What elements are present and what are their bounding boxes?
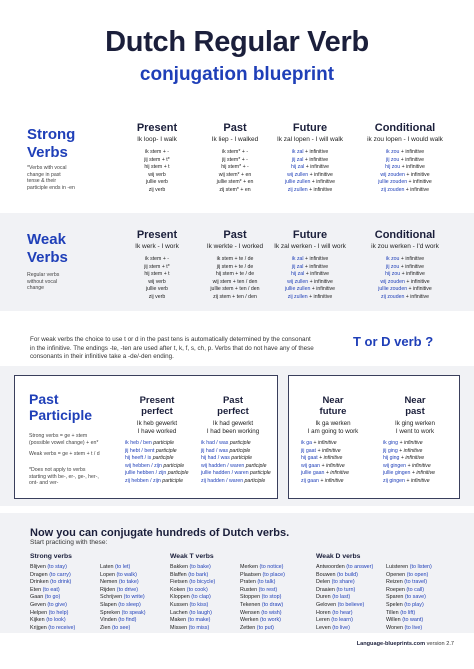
participle-line: jij ging + infinitive [383, 447, 423, 454]
verb-list-item: Kijken (to look) [30, 617, 66, 624]
t-or-d-label: T or D verb ? [353, 334, 434, 349]
conjugation-line: hij stem + te / de [215, 271, 255, 278]
tense-example: Ik loop- I walk [137, 136, 177, 143]
verb-list-item: Lopen (to walk) [100, 571, 137, 578]
participle-line: jij gaat + infinitive [301, 447, 341, 454]
verb-list-item: Blaffen (to bark) [170, 571, 209, 578]
verb-list-item: Plaatsen (to place) [240, 571, 285, 578]
participle-line: hij heeft / is participle [125, 455, 174, 462]
conjugation-line: jij zal + infinitive [291, 156, 329, 163]
conjugation-line: jij stem + t* [144, 263, 170, 270]
conjugation-line: wij zouden + infinitive [380, 278, 430, 285]
tense-column-past [194, 229, 276, 302]
verb-list-item: Wensen (to wish) [240, 609, 282, 616]
conjugation-line: wij verb [148, 171, 166, 178]
verb-list-item: Zien (to see) [100, 624, 131, 631]
conjugation-line: wij zullen + infinitive [287, 278, 333, 285]
conjugation-line: jij stem + te / de [216, 263, 254, 270]
conjugation-line: ik stem + te / de [216, 256, 254, 262]
tense-heading: Conditional [374, 229, 436, 241]
participle-column [115, 396, 199, 486]
participle-example: Ik ga werken I am going to work [307, 420, 359, 435]
participle-column [291, 396, 375, 486]
verb-list-item: Gaan (to go) [30, 594, 61, 601]
verb-list-item: Laten (to let) [100, 564, 131, 570]
participle-heading: Near future [319, 395, 347, 417]
footer [357, 641, 454, 647]
participle-section [0, 366, 474, 506]
verb-list-item: Horen (to hear) [316, 609, 353, 616]
conjugation-lines [269, 256, 351, 302]
verb-list-item: Wonen (to live) [386, 624, 423, 631]
participle-line: jij had / was participle [201, 447, 251, 454]
participle-line: jullie gingen + infinitive [383, 470, 436, 477]
conjugation-line: jij zou + infinitive [386, 263, 424, 270]
conjugation-line: hij zou + infinitive [385, 271, 425, 278]
page-title: Dutch Regular Verb [105, 26, 369, 58]
conjugation-line: jij stem + t* [144, 156, 170, 163]
participle-line: jij hebt / bent participle [125, 447, 177, 454]
conjugation-line: zij zullen + infinitive [287, 186, 333, 193]
verb-list-item: Openen (to open) [386, 571, 429, 578]
participle-line: jullie hebben / zijn participle [125, 470, 189, 477]
participle-line: hij had / was participle [201, 455, 253, 462]
participle-line: hij ging + infinitive [383, 455, 425, 462]
conjugation-line: zij verb [148, 293, 166, 300]
strong-verbs-note: *Verbs with vocal change in past tense & their participle ends in -en [27, 165, 75, 191]
conjugation-lines [194, 256, 276, 302]
verb-list-item: Helpen (to help) [30, 609, 69, 616]
participle-lines [373, 440, 457, 486]
verb-list-item: Schrijven (to write) [100, 594, 145, 601]
participle-column [373, 396, 457, 486]
tense-heading: Past [223, 229, 247, 241]
practice-title: Now you can conjugate hundreds of Dutch verbs. [30, 527, 290, 539]
participle-line: wij gingen + infinitive [383, 462, 431, 469]
conjugation-line: wij stem + ten / den [212, 278, 258, 285]
tense-column-present [116, 122, 198, 195]
tense-example: Ik werk - I work [135, 243, 179, 250]
page-subtitle: conjugation blueprint [139, 64, 335, 85]
verb-list-item: Kloppen (to clap) [170, 594, 211, 601]
participle-line: jullie gaan + infinitive [301, 470, 350, 477]
verb-list-item: Drinken (to drink) [30, 579, 72, 586]
participle-title: Past Participle [29, 391, 93, 423]
conjugation-line: hij zal + infinitive [291, 271, 329, 278]
verb-list-item: Geven (to give) [30, 601, 67, 608]
verb-list-item: Koken (to cook) [170, 586, 208, 593]
verb-list [100, 564, 146, 632]
tense-heading: Present [136, 229, 178, 241]
verb-list-item: Sparen (to save) [386, 594, 426, 601]
participle-example: Ik had gewerkt I had been working [206, 420, 260, 435]
verb-list-item: Tekenen (to draw) [240, 601, 284, 608]
conjugation-lines [269, 149, 351, 195]
tense-heading: Future [292, 122, 328, 134]
strong-verbs-title: Strong Verbs [27, 126, 76, 161]
participle-example: Ik ging werken I went to work [395, 420, 435, 435]
verb-list-item: Blijven (to stay) [30, 564, 67, 570]
tense-column-conditional [364, 229, 446, 302]
participle-line: wij hebben / zijn participle [125, 462, 185, 469]
participle-heading: Present perfect [139, 395, 175, 417]
conjugation-line: jullie zullen + infinitive [284, 286, 336, 293]
conjugation-line: jij zou + infinitive [386, 156, 424, 163]
participle-line: jullie hadden / waren participle [201, 470, 271, 477]
verb-list-item: Leren (to learn) [316, 617, 353, 624]
verb-list-item: Dragen (to carry) [30, 571, 71, 578]
conjugation-line: ik stem + - [144, 149, 170, 155]
conjugation-line: ik zal + infinitive [291, 256, 329, 262]
verb-list-item: Draaien (to turn) [316, 586, 356, 593]
verb-list-item: Missen (to miss) [170, 624, 210, 631]
tense-example: Ik zal lopen - I will walk [276, 136, 344, 143]
verb-list-item: Maken (to make) [170, 617, 211, 624]
tense-example: Ik werkte - I worked [206, 243, 264, 250]
tense-example: Ik zal werken - I will work [274, 243, 346, 250]
participle-heading: Near past [404, 395, 426, 417]
conjugation-line: zij stem + ten / den [213, 293, 257, 300]
footer-site[interactable]: Language-blueprints.com [356, 641, 426, 647]
verb-group-heading: Strong verbs [30, 553, 72, 560]
verb-list-item: Leven (to live) [316, 624, 350, 631]
participle-lines [291, 440, 375, 486]
verb-list-item: Duren (to last) [316, 594, 351, 601]
practice-section [0, 513, 474, 633]
conjugation-line: zij stem* + en [219, 186, 251, 193]
conjugation-lines [116, 256, 198, 302]
conjugation-lines [194, 149, 276, 195]
verb-list-item: Lachen (to laugh) [170, 609, 212, 616]
conjugation-line: jullie zullen + infinitive [284, 179, 336, 186]
verb-list-item: Antwoorden (to answer) [316, 564, 374, 570]
practice-subtitle: Start practicing with these: [30, 539, 108, 546]
weak-verbs-title: Weak Verbs [27, 231, 68, 266]
conjugation-line: jullie zouden + infinitive [378, 286, 432, 293]
conjugation-line: zij zullen + infinitive [287, 293, 333, 300]
participle-box [14, 375, 278, 499]
tense-column-past [194, 122, 276, 195]
conjugation-line: jullie verb [146, 286, 168, 293]
participle-line: wij gaan + infinitive [301, 462, 345, 469]
conjugation-lines [364, 256, 446, 302]
verb-list [240, 564, 285, 632]
tense-column-present [116, 229, 198, 302]
conjugation-line: ik zal + infinitive [291, 149, 329, 155]
verb-list-item: Tillen (to lift) [386, 609, 416, 616]
conjugation-line: ik stem* + - [221, 149, 249, 155]
tense-heading: Past [223, 122, 247, 134]
verb-list [170, 564, 215, 632]
verb-group-heading: Weak D verbs [316, 553, 361, 560]
weak-verbs-section [0, 213, 474, 311]
participle-line: hij gaat + infinitive [301, 455, 343, 462]
conjugation-line: jullie stem* + en [216, 179, 254, 186]
conjugation-line: jullie stem + ten / den [210, 286, 260, 293]
tense-column-conditional [364, 122, 446, 195]
verb-list-item: Eten (to eat) [30, 586, 60, 593]
verb-list [30, 564, 75, 632]
conjugation-line: hij stem + t [144, 164, 170, 171]
tense-example: ik zou lopen - I would walk [367, 136, 443, 143]
participle-column [191, 396, 275, 486]
near-tenses-box [288, 375, 460, 499]
conjugation-line: hij zal + infinitive [291, 164, 329, 171]
conjugation-line: hij zou + infinitive [385, 164, 425, 171]
conjugation-line: ik stem + - [144, 256, 170, 262]
tense-heading: Conditional [374, 122, 436, 134]
verb-list-item: Delen (to share) [316, 579, 355, 586]
conjugation-line: wij verb [148, 278, 166, 285]
verb-list-item: Werken (to work) [240, 617, 281, 624]
participle-footnote: *Does not apply to verbs starting with be-, er-, ge-, her-, ont- and ver- [29, 467, 99, 487]
participle-line: zij gingen + infinitive [383, 477, 430, 484]
verb-list-item: Kussen (to kiss) [170, 601, 209, 608]
verb-list [386, 564, 432, 632]
conjugation-line: hij stem* + - [221, 164, 249, 171]
participle-lines [191, 440, 275, 486]
conjugation-line: zij zouden + infinitive [380, 186, 429, 193]
conjugation-line: jullie verb [146, 179, 168, 186]
participle-line: ik ging + infinitive [383, 440, 423, 446]
tense-example: ik zou werken - I'd work [371, 243, 439, 250]
verb-list-item: Nemen (to take) [100, 579, 139, 586]
verb-group-heading: Weak T verbs [170, 553, 214, 560]
participle-line: ik ga + infinitive [301, 440, 337, 446]
tense-heading: Present [136, 122, 178, 134]
conjugation-line: zij zouden + infinitive [380, 293, 429, 300]
footer-version: version 2.7 [426, 641, 454, 647]
weak-verbs-note: Regular verbs without vocal change [27, 272, 60, 292]
participle-example: Ik heb gewerkt I have worked [136, 420, 178, 435]
tense-column-future [269, 229, 351, 302]
verb-list-item: Fietsen (to bicycle) [170, 579, 216, 586]
participle-line: zij hadden / waren participle [201, 477, 266, 484]
verb-list-item: Stoppen (to stop) [240, 594, 282, 601]
participle-formula-weak: Weak verbs = ge + stem + t / d [29, 451, 100, 457]
verb-list-item: Bakken (to bake) [170, 564, 211, 570]
conjugation-line: wij stem* + en [218, 171, 252, 178]
participle-heading: Past perfect [217, 395, 249, 417]
tense-heading: Future [292, 229, 328, 241]
verb-list-item: Merken (to notice) [240, 564, 284, 570]
verb-list-item: Bouwen (to build) [316, 571, 358, 578]
verb-list-item: Vinden (to find) [100, 617, 137, 624]
participle-formula-strong: Strong verbs = ge + stem (possible vowel change) + en* [29, 433, 99, 446]
participle-lines [115, 440, 199, 486]
verb-list-item: Slapen (to sleep) [100, 601, 141, 608]
conjugation-line: jullie zouden + infinitive [378, 179, 432, 186]
conjugation-lines [116, 149, 198, 195]
conjugation-line: hij stem + t [144, 271, 170, 278]
participle-line: wij hadden / waren participle [201, 462, 267, 469]
conjugation-line: jij stem* + - [222, 156, 248, 163]
conjugation-line: zij verb [148, 186, 166, 193]
verb-list-item: Willen (to want) [386, 617, 424, 624]
tense-column-future [269, 122, 351, 195]
tense-example: Ik liep - I walked [211, 136, 259, 143]
verb-list-item: Roepen (to call) [386, 586, 425, 593]
verb-list-item: Geloven (to believe) [316, 601, 365, 608]
conjugation-line: ik zou + infinitive [385, 149, 425, 155]
participle-line: zij gaan + infinitive [301, 477, 344, 484]
verb-list-item: Luisteren (to listen) [386, 564, 432, 570]
verb-list-item: Spreken (to speak) [100, 609, 146, 616]
verb-list-item: Rijden (to drive) [100, 586, 139, 593]
conjugation-line: jij zal + infinitive [291, 263, 329, 270]
participle-line: zij hebben / zijn participle [125, 477, 183, 484]
verb-list-item: Praten (to talk) [240, 579, 276, 586]
participle-line: ik heb / ben participle [125, 440, 175, 446]
verb-list [316, 564, 373, 632]
participle-line: ik had / was participle [201, 440, 251, 446]
t-or-d-paragraph: For weak verbs the choice to use t or d in the past tens is automatically determined by the consonant in the infinitive. The endings -te, -ten are used after t, k, f, s, ch, p. Verbs that do not have any of these consonants in their infinitive take a -de/-den ending. [30, 336, 314, 361]
conjugation-lines [364, 149, 446, 195]
verb-list-item: Reizen (to travel) [386, 579, 428, 586]
verb-list-item: Krijgen (to receive) [30, 624, 76, 631]
conjugation-line: ik zou + infinitive [385, 256, 425, 262]
conjugation-line: wij zouden + infinitive [380, 171, 430, 178]
verb-list-item: Spelen (to play) [386, 601, 424, 608]
strong-verbs-section [0, 112, 474, 204]
conjugation-line: wij zullen + infinitive [287, 171, 333, 178]
verb-list-item: Rusten (to rest) [240, 586, 278, 593]
verb-list-item: Zetten (to put) [240, 624, 274, 631]
